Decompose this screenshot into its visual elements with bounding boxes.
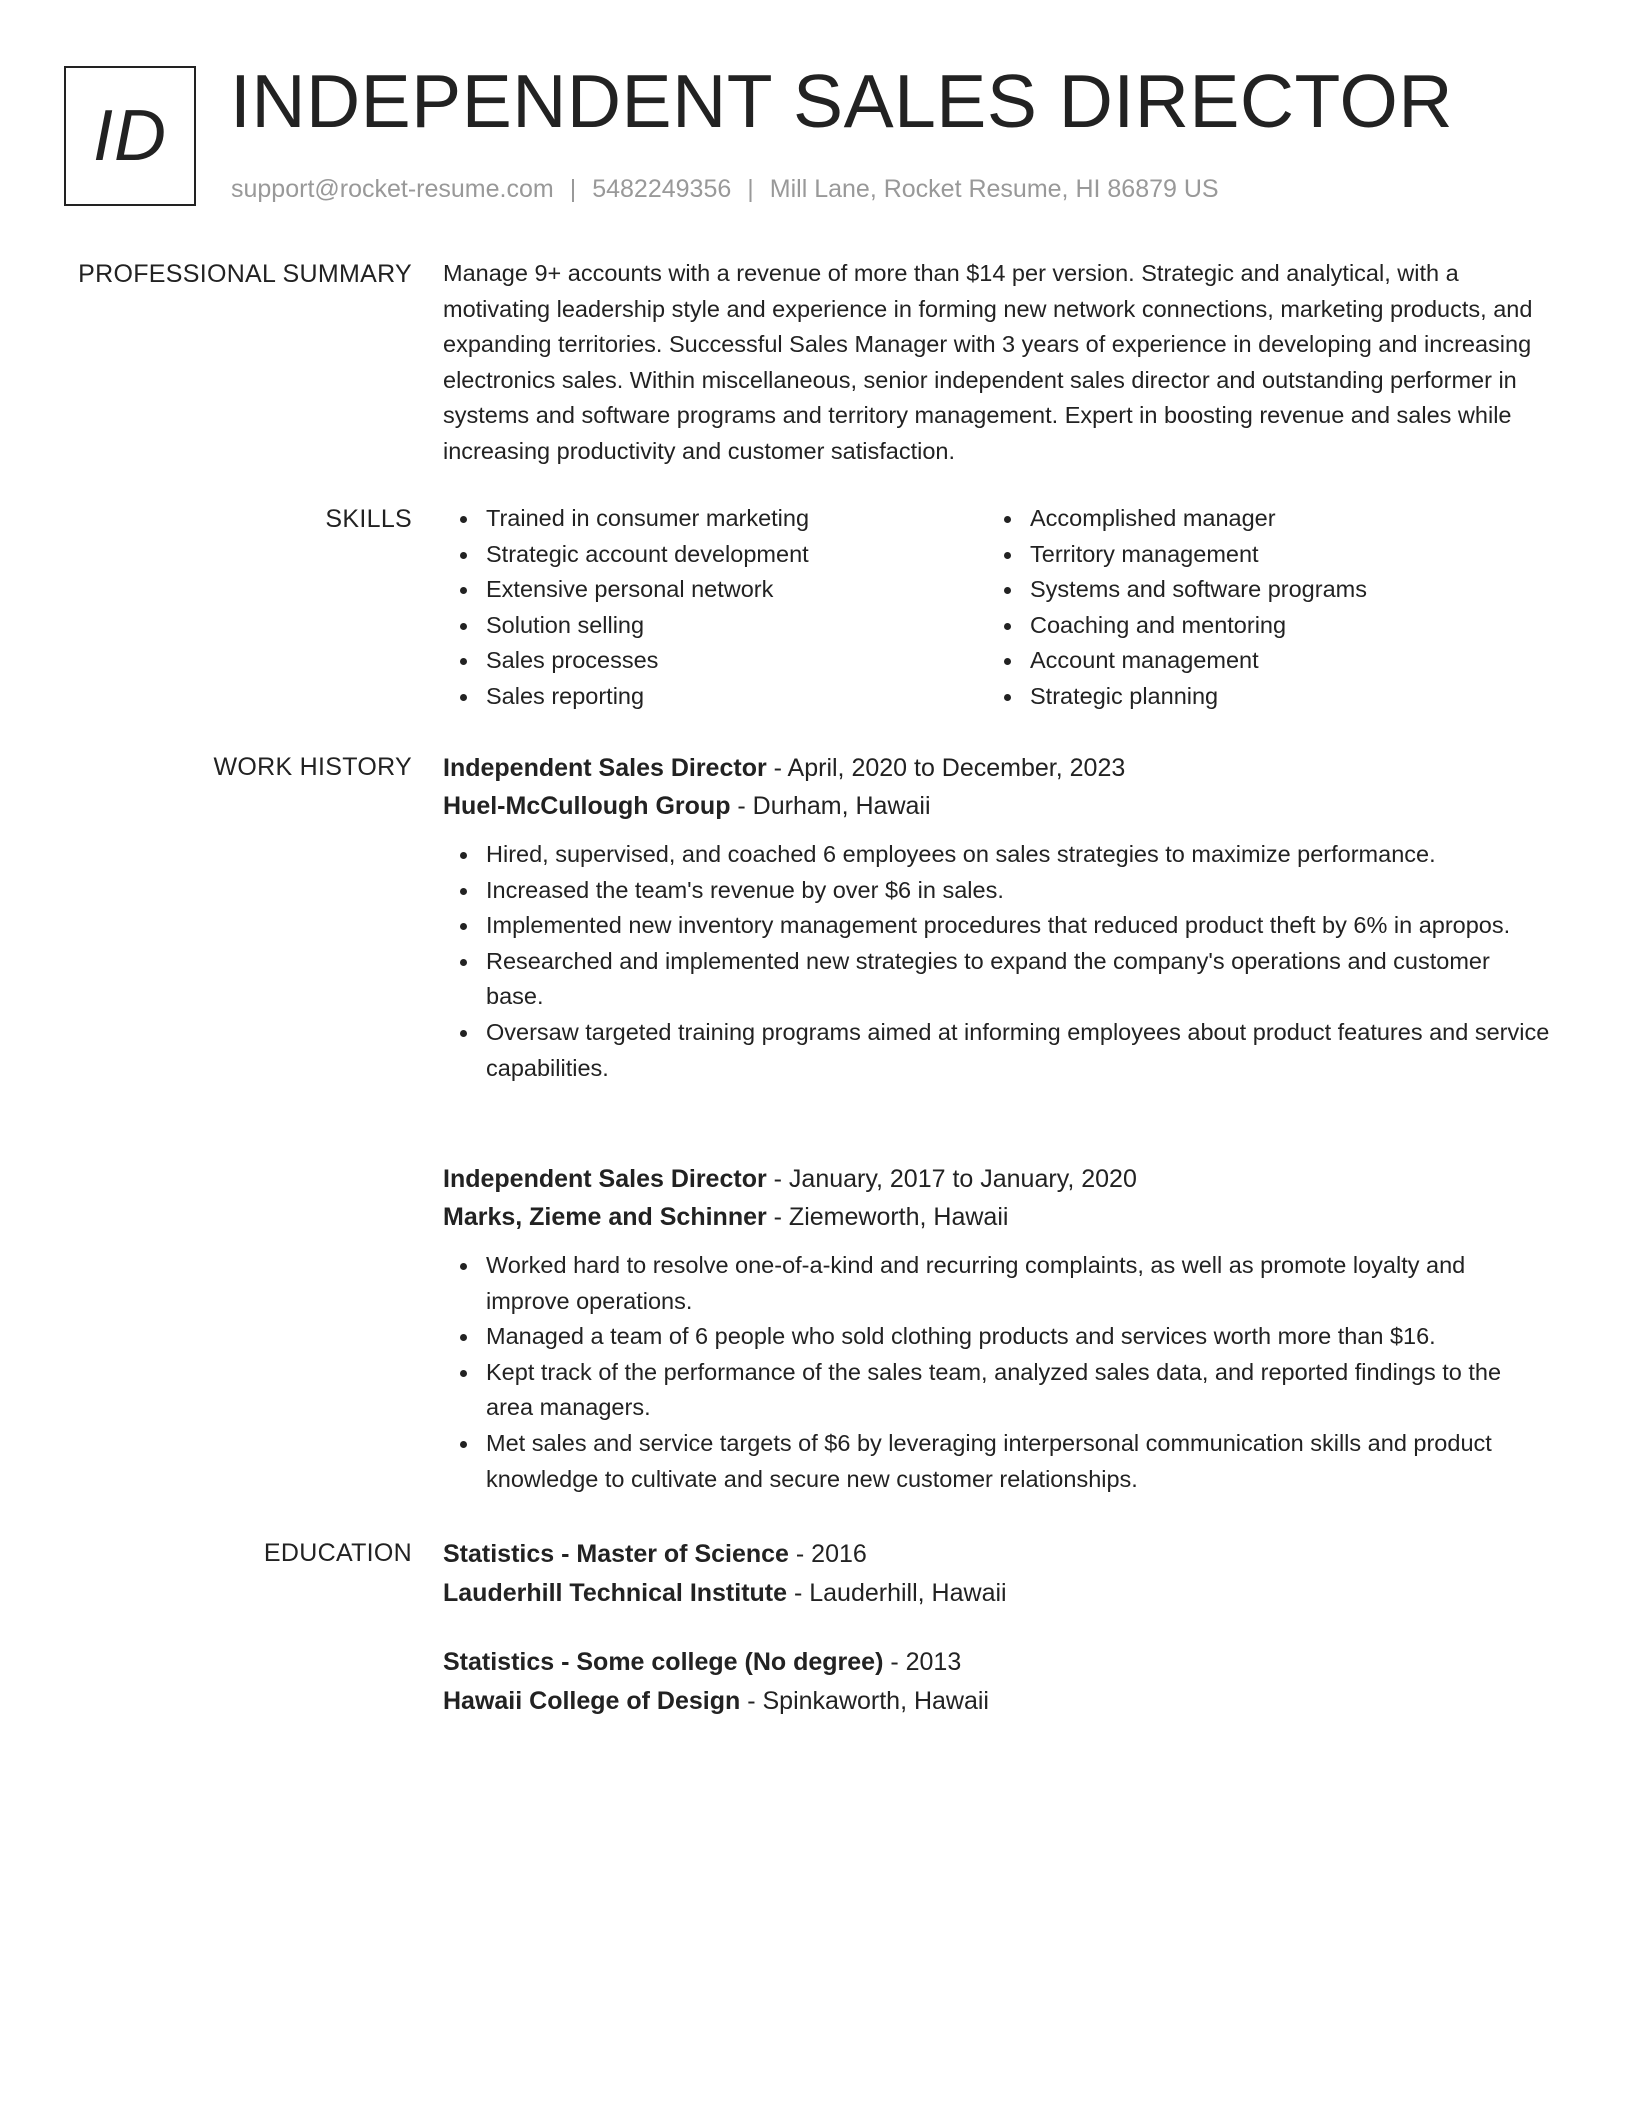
contact-phone: 5482249356 xyxy=(592,175,732,203)
job-location: - Ziemeworth, Hawaii xyxy=(766,1203,1009,1231)
job-title: Independent Sales Director xyxy=(443,1165,767,1193)
job-title: Independent Sales Director xyxy=(443,754,767,782)
job-company-line xyxy=(443,1198,1553,1236)
education-location: - Spinkaworth, Hawaii xyxy=(740,1687,989,1715)
education-year: - 2013 xyxy=(883,1648,962,1676)
education-degree: Statistics - Some college (No degree) xyxy=(443,1648,884,1676)
skills-list-left xyxy=(443,501,987,715)
education-school-line xyxy=(443,1682,1553,1721)
monogram-initials: ID xyxy=(93,96,167,176)
education-degree-line xyxy=(443,1643,1553,1682)
job-company: Marks, Zieme and Schinner xyxy=(443,1203,767,1231)
skill-item: Strategic account development xyxy=(443,537,987,573)
resume-title: INDEPENDENT SALES DIRECTOR xyxy=(230,59,1453,143)
summary-body xyxy=(443,256,1553,470)
summary-heading: PROFESSIONAL SUMMARY xyxy=(78,260,412,288)
skill-item: Trained in consumer marketing xyxy=(443,501,987,537)
job-bullets xyxy=(443,837,1553,1086)
skill-item: Strategic planning xyxy=(987,679,1547,715)
job-bullet: Researched and implemented new strategies to expand the company's operations and customer base. xyxy=(443,944,1553,1015)
skills-grid xyxy=(443,501,1553,715)
skill-item: Systems and software programs xyxy=(987,572,1547,608)
job-bullet: Oversaw targeted training programs aimed at informing employees about product features and service capabilities. xyxy=(443,1015,1553,1086)
contact-separator: | xyxy=(569,175,577,203)
job-title-line xyxy=(443,749,1553,787)
skill-item: Sales processes xyxy=(443,643,987,679)
job-title-line xyxy=(443,1160,1553,1198)
skills-body xyxy=(443,501,1553,715)
job-company: Huel-McCullough Group xyxy=(443,792,731,820)
job-bullet: Hired, supervised, and coached 6 employees on sales strategies to maximize performance. xyxy=(443,837,1553,873)
skills-heading: SKILLS xyxy=(325,505,412,533)
skill-item: Accomplished manager xyxy=(987,501,1547,537)
job-entry xyxy=(443,1160,1553,1497)
skill-item: Sales reporting xyxy=(443,679,987,715)
job-bullet: Met sales and service targets of $6 by leveraging interpersonal communication skills and product knowledge to cultivate and secure new customer relationships. xyxy=(443,1426,1553,1497)
job-entry xyxy=(443,749,1553,1086)
skill-item: Territory management xyxy=(987,537,1547,573)
monogram-box xyxy=(64,66,196,206)
skill-item: Coaching and mentoring xyxy=(987,608,1547,644)
education-year: - 2016 xyxy=(788,1540,867,1568)
contact-address: Mill Lane, Rocket Resume, HI 86879 US xyxy=(769,175,1219,203)
education-degree-line xyxy=(443,1535,1553,1574)
job-dates: - January, 2017 to January, 2020 xyxy=(766,1165,1137,1193)
summary-text: Manage 9+ accounts with a revenue of more than $14 per version. Strategic and analytical, with a motivating leadership style and experience in forming new network connections, marketing products, and expanding territories. Successful Sales Manager with 3 years of experience in developing and increasing electronics sales. Within miscellaneous, senior independent sales director and outstanding performer in systems and software programs and territory management. Expert in boosting revenue and sales while increasing productivity and customer satisfaction. xyxy=(443,260,1533,464)
job-location: - Durham, Hawaii xyxy=(730,792,931,820)
education-entry xyxy=(443,1535,1553,1613)
education-degree: Statistics - Master of Science xyxy=(443,1540,789,1568)
job-bullet: Kept track of the performance of the sales team, analyzed sales data, and reported findings to the area managers. xyxy=(443,1355,1553,1426)
contact-line xyxy=(231,173,1219,205)
skill-item: Extensive personal network xyxy=(443,572,987,608)
contact-email: support@rocket-resume.com xyxy=(231,175,554,203)
education-location: - Lauderhill, Hawaii xyxy=(787,1579,1007,1607)
skill-item: Solution selling xyxy=(443,608,987,644)
job-bullet: Increased the team's revenue by over $6 in sales. xyxy=(443,873,1553,909)
education-school: Lauderhill Technical Institute xyxy=(443,1579,788,1607)
job-company-line xyxy=(443,787,1553,825)
skill-item: Account management xyxy=(987,643,1547,679)
job-bullet: Managed a team of 6 people who sold clothing products and services worth more than $16. xyxy=(443,1319,1553,1355)
education-entry xyxy=(443,1643,1553,1721)
job-bullet: Implemented new inventory management procedures that reduced product theft by 6% in apropos. xyxy=(443,908,1553,944)
job-bullets xyxy=(443,1248,1553,1497)
work-history-heading: WORK HISTORY xyxy=(213,753,412,781)
job-dates: - April, 2020 to December, 2023 xyxy=(766,754,1126,782)
contact-separator: | xyxy=(747,175,754,203)
education-school-line xyxy=(443,1574,1553,1613)
job-bullet: Worked hard to resolve one-of-a-kind and recurring complaints, as well as promote loyalty and improve operations. xyxy=(443,1248,1553,1319)
skills-list-right xyxy=(987,501,1547,715)
education-heading: EDUCATION xyxy=(263,1539,412,1567)
education-school: Hawaii College of Design xyxy=(443,1687,741,1715)
